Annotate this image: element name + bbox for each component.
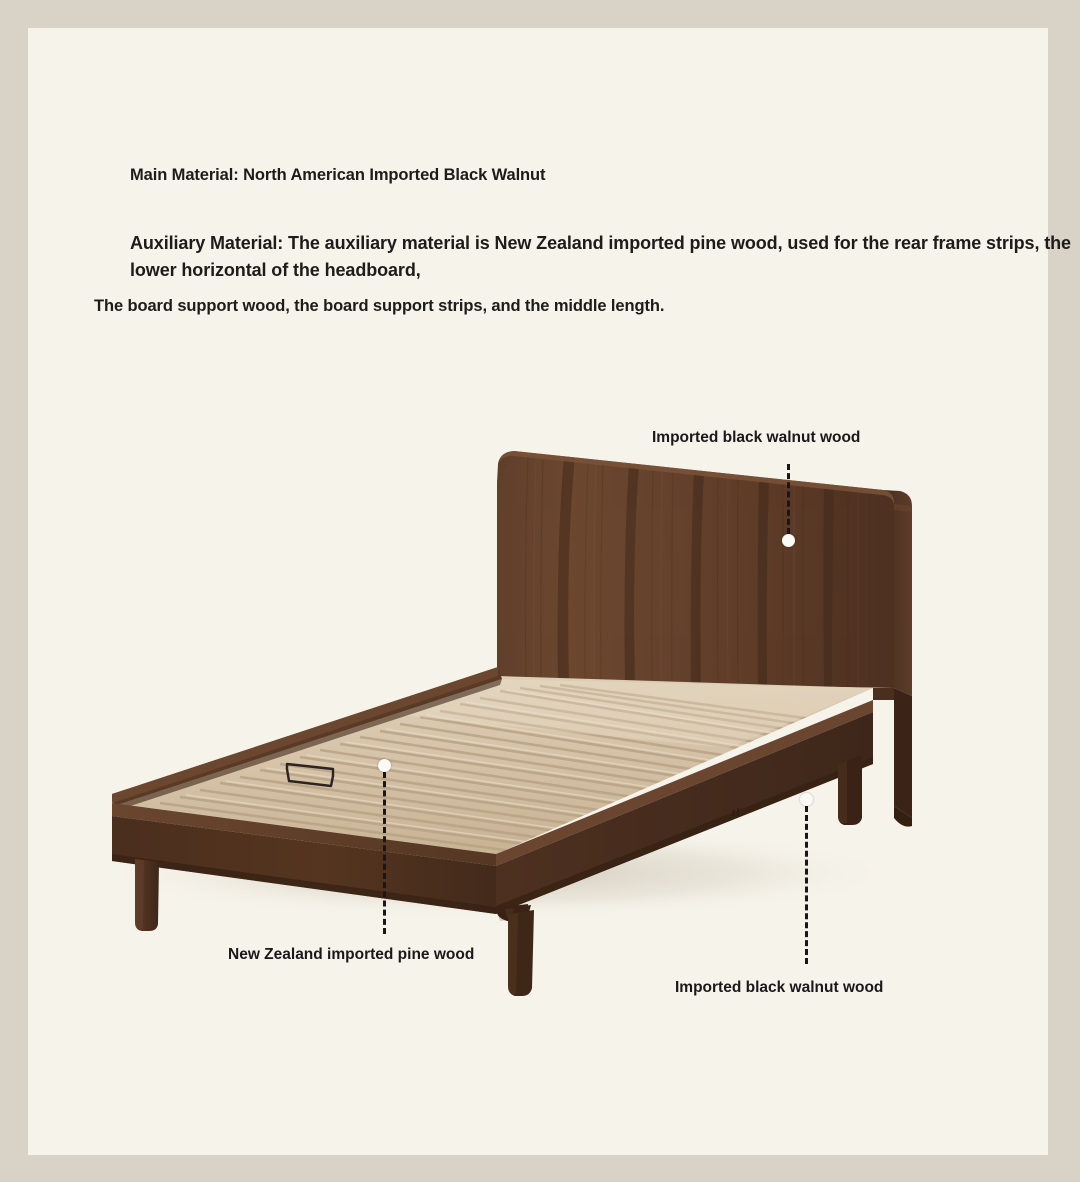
leader-line-slats (383, 772, 386, 934)
leader-line-rail (805, 806, 808, 964)
callout-label-headboard: Imported black walnut wood (652, 429, 861, 446)
callout-dot-slats (378, 759, 391, 772)
callout-label-slats: New Zealand imported pine wood (228, 946, 475, 963)
callout-dot-headboard (782, 534, 795, 547)
leader-line-headboard (787, 464, 790, 534)
auxiliary-material-text: Auxiliary Material: The auxiliary material is New Zealand imported pine wood, used for the rear frame strips, the lower horizontal of the headboard, (130, 233, 1071, 280)
content-panel (28, 28, 1071, 1155)
callout-label-rail: Imported black walnut wood (675, 979, 884, 996)
board-support-text: The board support wood, the board support strips, and the middle length. (94, 297, 665, 315)
callout-dot-rail (800, 793, 813, 806)
main-material-text: Main Material: North American Imported Black Walnut (130, 166, 546, 184)
bed-illustration (28, 28, 1048, 1155)
